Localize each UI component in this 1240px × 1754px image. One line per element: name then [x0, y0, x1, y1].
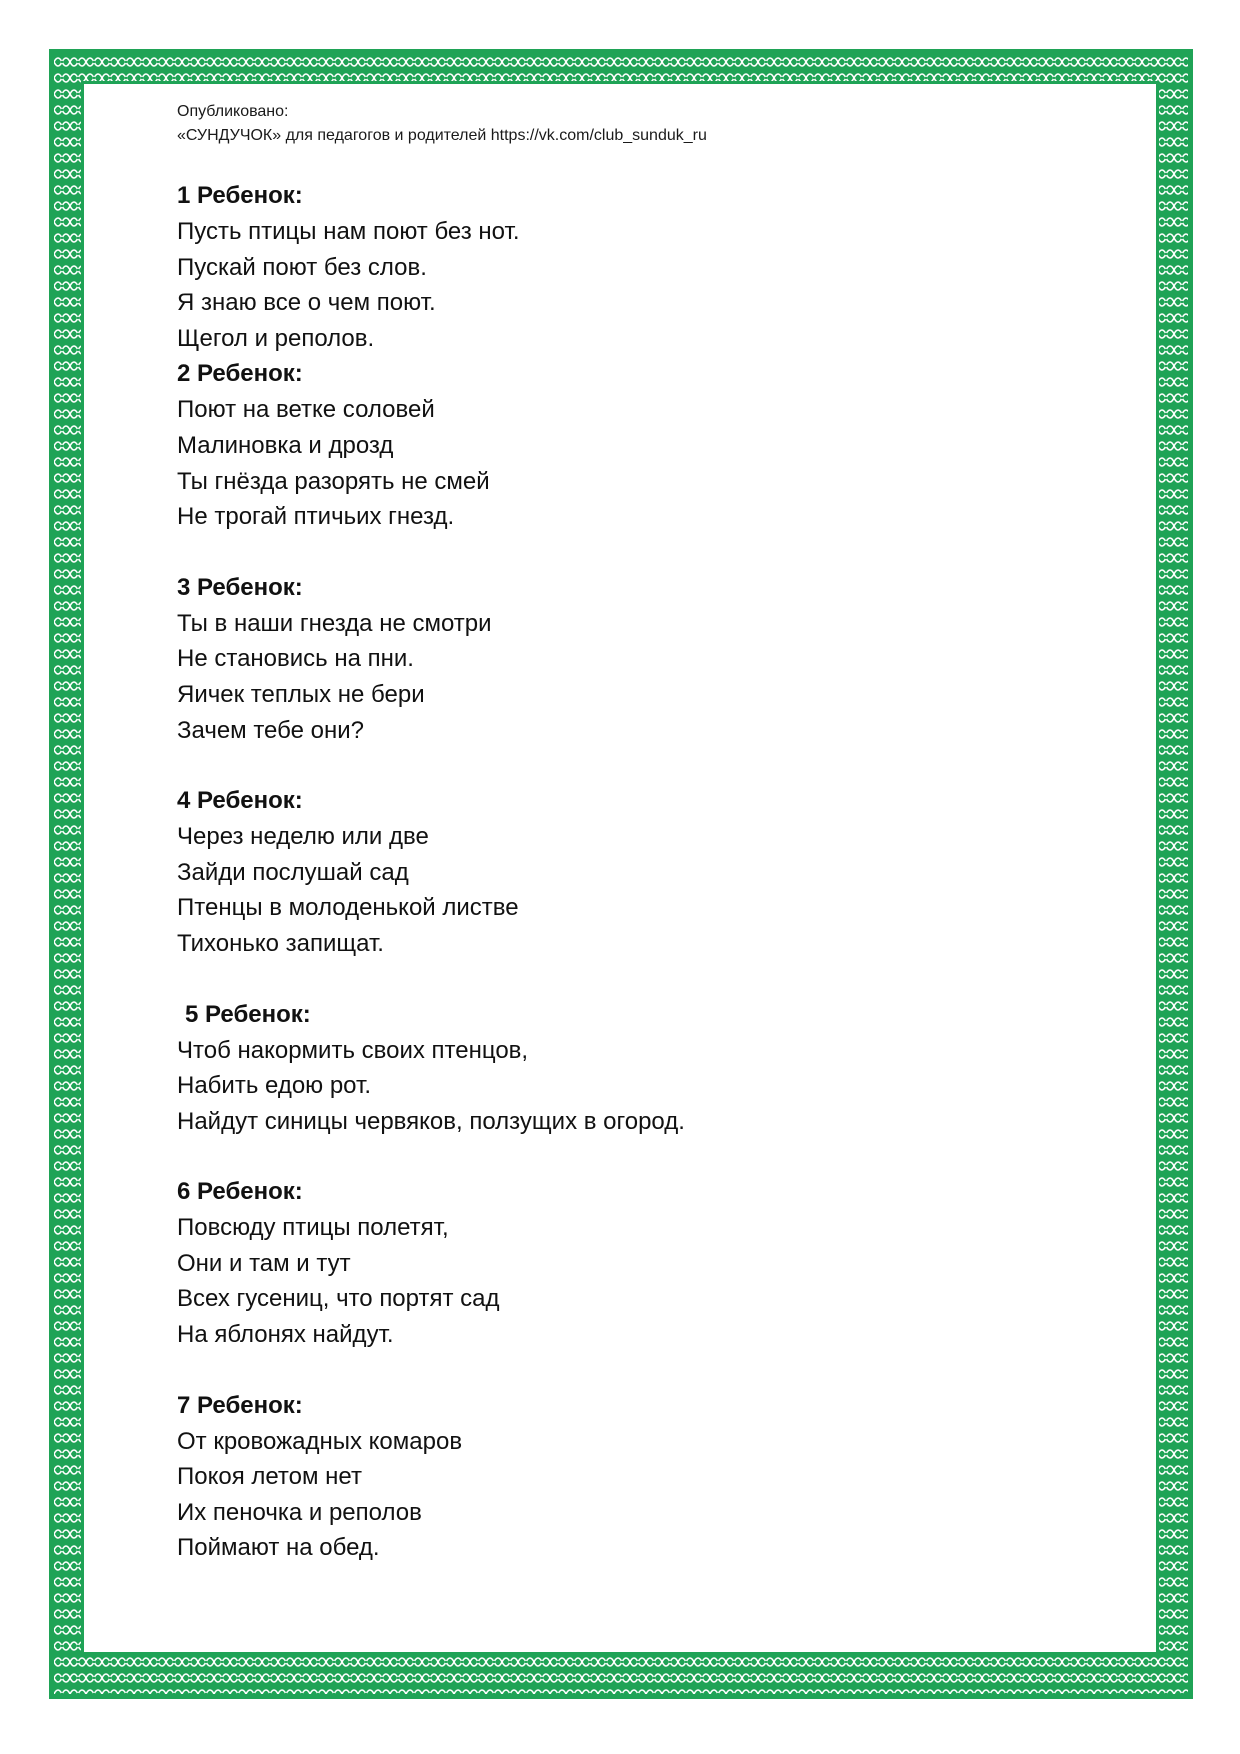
speaker-label: 2 Ребенок: [177, 360, 303, 388]
document-body [177, 100, 1137, 1601]
poem-line: Всех гусениц, что портят сад [177, 1285, 500, 1313]
stanza-2 [177, 356, 1137, 534]
poem-line: Поймают на обед. [177, 1534, 380, 1562]
poem [177, 178, 1137, 1566]
poem-line: Найдут синицы червяков, ползущих в огород. [177, 1107, 685, 1135]
speaker-label: 1 Ребенок: [177, 182, 303, 209]
speaker-label: 4 Ребенок: [177, 787, 303, 815]
stanza-4 [177, 783, 1137, 961]
speaker-label: 5 Ребенок: [185, 1000, 311, 1028]
stanza-1 [177, 178, 1137, 356]
poem-line: Через неделю или две [177, 823, 429, 851]
poem-line: От кровожадных комаров [177, 1427, 463, 1455]
poem-line: Зайди послушай сад [177, 858, 409, 886]
speaker-label: 7 Ребенок: [177, 1391, 303, 1419]
poem-line: Они и там и тут [177, 1249, 351, 1277]
stanza-7 [177, 1388, 1137, 1566]
poem-line: Пускай поют без слов. [177, 253, 427, 281]
poem-line: Чтоб накормить своих птенцов, [177, 1036, 529, 1064]
poem-line: Набить едою рот. [177, 1072, 372, 1100]
poem-line: Яичек теплых не бери [177, 680, 425, 708]
stanza-5 [177, 997, 1137, 1140]
poem-line: Не становись на пни. [177, 645, 414, 673]
poem-line: Я знаю все о чем поют. [177, 289, 436, 317]
poem-line: Повсюду птицы полетят, [177, 1214, 449, 1242]
poem-line: Птенцы в молоденькой листве [177, 894, 519, 922]
published-source: «СУНДУЧОК» для педагогов и родителей https://vk.com/club_sunduk_ru [177, 127, 707, 144]
poem-line: Малиновка и дрозд [177, 431, 394, 459]
poem-line: Поют на ветке соловей [177, 396, 435, 424]
stanza-6 [177, 1174, 1137, 1352]
speaker-label: 6 Ребенок: [177, 1178, 303, 1206]
poem-line: Зачем тебе они? [177, 716, 364, 744]
poem-line: Их пеночка и реполов [177, 1498, 422, 1526]
poem-line: Покоя летом нет [177, 1463, 362, 1491]
stanza-3 [177, 570, 1137, 748]
poem-line: Не трогай птичьих гнезд. [177, 503, 455, 531]
poem-line: Ты в наши гнезда не смотри [177, 609, 492, 637]
poem-line: Ты гнёзда разорять не смей [177, 467, 490, 495]
poem-line: Щегол и реполов. [177, 324, 375, 352]
speaker-label: 3 Ребенок: [177, 573, 303, 601]
poem-line: На яблонях найдут. [177, 1321, 394, 1349]
poem-line: Тихонько запищат. [177, 929, 384, 957]
poem-line: Пусть птицы нам поют без нот. [177, 218, 520, 245]
published-label: Опубликовано: [177, 103, 289, 120]
